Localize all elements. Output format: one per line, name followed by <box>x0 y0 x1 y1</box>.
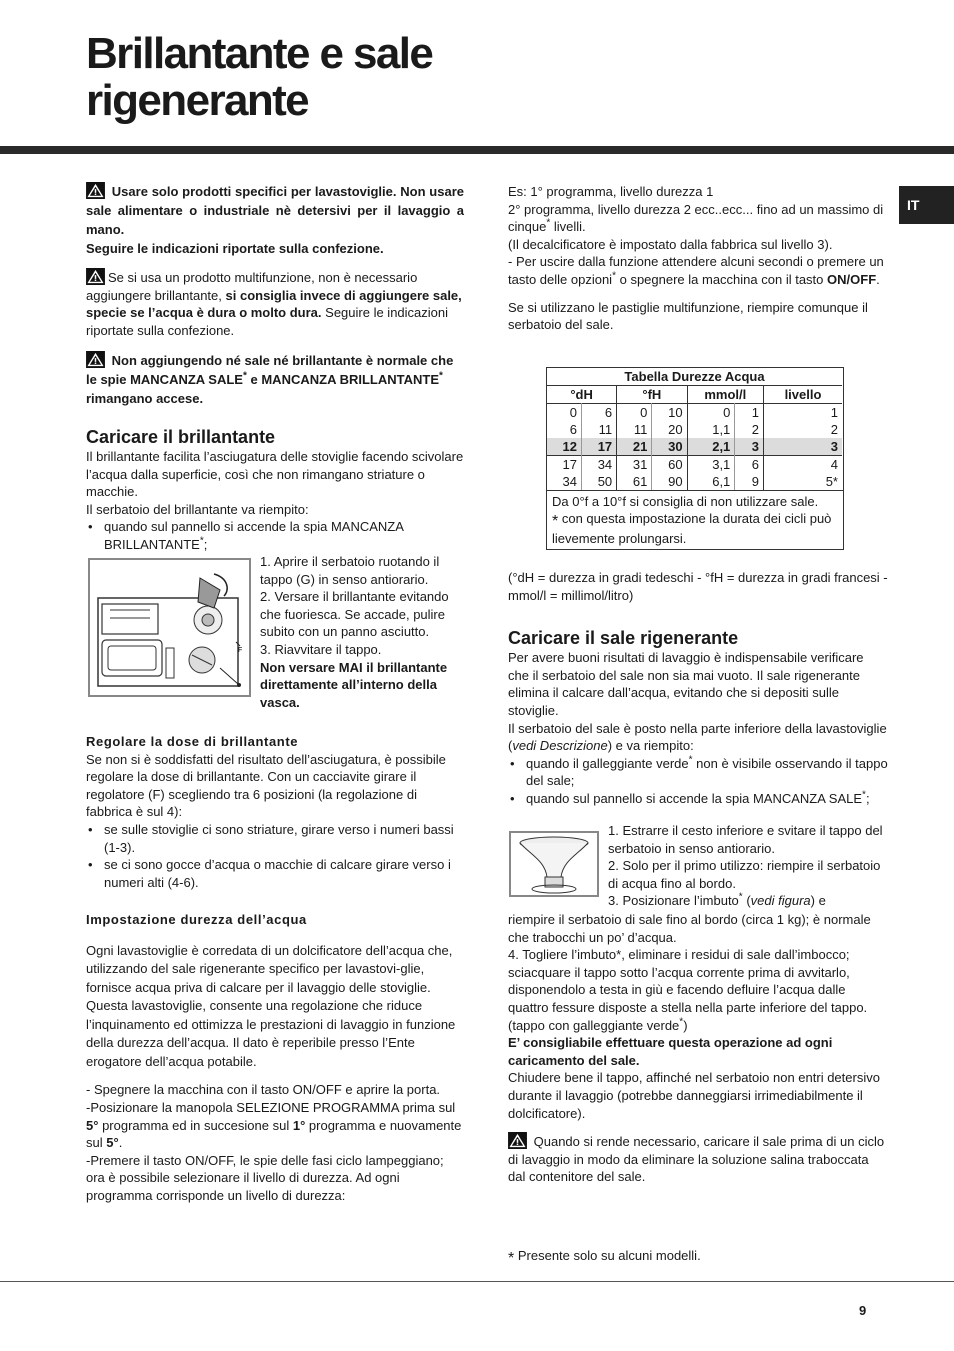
footnote-text: Presente solo su alcuni modelli. <box>517 1248 701 1263</box>
subsection-title-durezza: Impostazione durezza dell’acqua <box>86 912 307 928</box>
table-header: °dH <box>547 386 617 404</box>
list-item: • quando il galleggiante verde* non è visibile osservando il tappo del sale; <box>508 755 888 790</box>
salt-step-3: 3. Posizionare l’imbuto* (vedi figura) e <box>608 892 826 909</box>
exit-function: - Per uscire dalla funzione attendere alcuni secondi o premere un tasto delle opzioni* o spegnere la macchina con il tasto ON/OFF. <box>508 254 884 287</box>
footnote-asterisk: * <box>508 1250 515 1267</box>
factory-setting: (Il decalcificatore è impostato dalla fabbrica sul livello 3). <box>508 236 833 252</box>
salt-warning: Quando si rende necessario, caricare il sale prima di un ciclo di lavaggio in modo da eliminare la soluzione salina traboccata dal contenitore del sale. <box>508 1134 885 1185</box>
label-f: F <box>238 647 243 654</box>
table-cell: 0 <box>687 404 735 422</box>
subsection-title-dose: Regolare la dose di brillantante <box>86 734 299 749</box>
salt-steps-top <box>608 822 890 910</box>
warning-triangle-icon <box>86 268 105 285</box>
table-note-2: * con questa impostazione la durata dei cicli può lievemente prolungarsi. <box>552 511 832 546</box>
table-cell: 1,1 <box>687 421 735 438</box>
water-hardness-table <box>546 367 844 550</box>
left-column-lower <box>86 733 464 1205</box>
brillantante-fill-when: Il serbatoio del brillantante va riempito: <box>86 501 309 517</box>
table-row <box>547 473 842 490</box>
right-column-lower <box>508 569 888 808</box>
table-notes <box>547 490 843 549</box>
table-cell: 50 <box>581 473 616 490</box>
step-2: 2. Versare il brillantante evitando che fuoriesca. Se accade, pulire subito con un panno asciutto. <box>260 589 449 640</box>
table-row <box>547 404 842 422</box>
table-note-1: Da 0°f a 10°f si consiglia di non utilizzare sale. <box>552 494 819 509</box>
table-cell: 34 <box>581 456 616 474</box>
table-row <box>547 456 842 474</box>
table-cell: 2 <box>735 421 764 438</box>
funnel-drawing <box>511 833 597 895</box>
table-cell: 10 <box>652 404 687 422</box>
footer-rule <box>0 1281 954 1282</box>
warning-triangle-icon <box>508 1132 527 1149</box>
brillantante-intro: Il brillantante facilita l’asciugatura delle stoviglie facendo scivolare l’acqua dalla superficie, così che non rimangano striature o macchie. <box>86 449 464 500</box>
salt-step-1: 1. Estrarre il cesto inferiore e svitare il tappo del serbatoio in senso antiorario. <box>608 823 883 856</box>
list-item: • se ci sono gocce d’acqua o macchie di calcare girare verso i numeri alti (4-6). <box>86 856 464 891</box>
list-item: • se sulle stoviglie ci sono striature, girare verso i numeri bassi (1-3). <box>86 821 464 856</box>
table-cell: 3 <box>735 438 764 456</box>
page-title: Brillantante e sale rigenerante <box>86 29 433 125</box>
salt-advice: E’ consigliabile effettuare questa operazione ad ogni caricamento del sale. <box>508 1035 833 1068</box>
table-cell: 34 <box>547 473 581 490</box>
example-line: Es: 1° programma, livello durezza 1 <box>508 184 714 199</box>
table-header: mmol/l <box>687 386 763 404</box>
warning-triangle-icon <box>86 351 105 368</box>
warning-1b-text: Seguire le indicazioni riportate sulla confezione. <box>86 241 384 256</box>
salt-steps-bottom <box>508 911 888 1186</box>
durezza-p2: Questa lavastoviglie, consente una regolazione che riduce l’inquinamento ed ottimizza le prestazioni di lavaggio in funzione della durezza dell’acqua. Il dato è reperibile presso l’Ente erogatore dell’acqua potabile. <box>86 998 456 1069</box>
rinse-aid-dispenser-illustration <box>88 558 251 697</box>
table-cell: 11 <box>581 421 616 438</box>
salt-list <box>508 755 888 808</box>
step-1: 1. Aprire il serbatoio ruotando il tappo (G) in senso antiorario. <box>260 554 440 587</box>
table-cell: 6 <box>735 456 764 474</box>
table-cell: 4 <box>830 457 838 472</box>
table-cell: 20 <box>652 421 687 438</box>
table-cell: 3 <box>830 439 838 454</box>
table-title: Tabella Durezze Acqua <box>547 368 842 386</box>
salt-step-4: 4. Togliere l’imbuto*, eliminare i residui di sale dall’imbocco; sciacquare il tappo sotto l’acqua corrente prima di avvitarlo, disponendolo a testa in giù e facendo defluire l’acqua dalle quattro fessure disposte a stella nella parte inferiore del tappo. (tappo con galleggiante verde*) <box>508 947 868 1033</box>
table-cell: 0 <box>617 404 652 422</box>
header-rule <box>0 146 954 154</box>
table-row <box>547 421 842 438</box>
table-cell: 1 <box>830 405 838 420</box>
table-header: livello <box>784 387 822 402</box>
warning-triangle-icon <box>86 182 105 199</box>
durezza-p3: - Spegnere la macchina con il tasto ON/OFF e aprire la porta. <box>86 1082 441 1098</box>
salt-step-2: 2. Solo per il primo utilizzo: riempire il serbatoio di acqua fino al bordo. <box>608 858 881 891</box>
dose-paragraph: Se non si è soddisfatti del risultato dell’asciugatura, è possibile regolare la dose di brillantante. Con un cacciavite girare il regolatore (F) scegliendo tra 6 posizioni (la regolazione di fabbrica è sul 4): <box>86 751 446 820</box>
dose-list <box>86 821 464 891</box>
table-cell: 2 <box>830 422 838 437</box>
left-column <box>86 182 464 554</box>
table-cell: 1 <box>735 404 764 422</box>
table-cell: 3,1 <box>687 456 735 474</box>
table-cell: 0 <box>547 404 581 422</box>
language-tab: IT <box>899 186 954 224</box>
salt-funnel-illustration <box>509 831 599 897</box>
example-line-2: 2° programma, livello durezza 2 ecc..ecc... fino ad un massimo di cinque* livelli. <box>508 201 884 235</box>
table-body <box>547 404 842 491</box>
table-row <box>547 438 842 456</box>
durezza-p1: Ogni lavastoviglie è corredata di un dolcificatore dell’acqua che, utilizzando del sale rigenerante specifico per lavastovi-glie, fornisce acqua priva di calcare per il lavaggio delle stoviglie. <box>86 942 453 995</box>
table-cell: 21 <box>617 438 652 456</box>
step-warning: Non versare MAI il brillantante direttamente all’interno della vasca. <box>260 659 448 710</box>
table-cell: 60 <box>652 456 687 474</box>
table-cell: 6 <box>581 404 616 422</box>
table-cell: 5* <box>825 474 838 489</box>
section-title-sale: Caricare il sale rigenerante <box>508 628 739 649</box>
table-cell: 90 <box>652 473 687 490</box>
table-cell: 17 <box>581 438 616 456</box>
warning-1 <box>86 182 464 258</box>
units-legend: (°dH = durezza in gradi tedeschi - °fH = durezza in gradi francesi - mmol/l = millimol/litro) <box>508 570 888 603</box>
step-3: 3. Riavvitare il tappo. <box>260 641 382 657</box>
page-number: 9 <box>859 1303 867 1318</box>
warning-2: Se si usa un prodotto multifunzione, non è necessario aggiungere brillantante, si consiglia invece di aggiungere sale, specie se l’acqua è dura o molto dura. Seguire le indicazioni riportate sulla confezione. <box>86 270 462 338</box>
durezza-p5: -Premere il tasto ON/OFF, le spie delle fasi ciclo lampeggiano; ora è possibile selezionare il livello di durezza. Ad ogni programma corrisponde un livello di durezza: <box>86 1152 444 1203</box>
hardness-table <box>547 368 842 490</box>
table-cell: 2,1 <box>687 438 735 456</box>
table-cell: 11 <box>617 421 652 438</box>
list-item: • quando sul pannello si accende la spia MANCANZA BRILLANTANTE*; <box>86 518 464 553</box>
table-cell: 6 <box>547 421 581 438</box>
table-cell: 6,1 <box>687 473 735 490</box>
right-column <box>508 183 888 334</box>
list-item: • quando sul pannello si accende la spia MANCANZA SALE*; <box>508 790 888 808</box>
table-cell: 12 <box>547 438 581 456</box>
table-cell: 30 <box>652 438 687 456</box>
table-cell: 31 <box>617 456 652 474</box>
brillantante-list <box>86 518 464 553</box>
durezza-p4: -Posizionare la manopola SELEZIONE PROGRAMMA prima sul 5° programma ed in succesione sul 1° programma e nuovamente sul 5°. <box>86 1100 462 1151</box>
brillantante-steps <box>260 553 468 711</box>
warning-3: Non aggiungendo né sale né brillantante è normale che le spie MANCANZA SALE* e MANCANZA BRILLANTANTE* rimangano accese. <box>86 353 454 406</box>
multifunction-note: Se si utilizzano le pastiglie multifunzione, riempire comunque il serbatoio del sale. <box>508 299 868 333</box>
salt-step-3-cont: riempire il serbatoio di sale fino al bordo (circa 1 kg); è normale che trabocchi un po’ d’acqua. <box>508 912 871 945</box>
table-header: °fH <box>617 386 687 404</box>
section-title-brillantante: Caricare il brillantante <box>86 427 276 447</box>
table-cell: 61 <box>617 473 652 490</box>
salt-close-cap: Chiudere bene il tappo, affinché nel serbatoio non entri detersivo durante il lavaggio (potrebbe danneggiarsi irrimediabilmente il dolcificatore). <box>508 1070 880 1121</box>
salt-intro: Per avere buoni risultati di lavaggio è indispensabile verificare che il serbatoio del sale non sia mai vuoto. Il sale rigenerante elimina il calcare dall’acqua, evitando che si depositi sulle stoviglie. <box>508 650 864 718</box>
dispenser-drawing <box>90 560 249 695</box>
salt-location: Il serbatoio del sale è posto nella parte inferiore della lavastoviglie (vedi Descrizione) e va riempito: <box>508 720 887 754</box>
table-cell: 17 <box>547 456 581 474</box>
warning-1-text: Usare solo prodotti specifici per lavastoviglie. Non usare sale alimentare o industriale nè detersivi per il lavaggio a mano. <box>86 184 464 237</box>
table-cell: 9 <box>735 473 764 490</box>
footnote <box>508 1247 888 1268</box>
